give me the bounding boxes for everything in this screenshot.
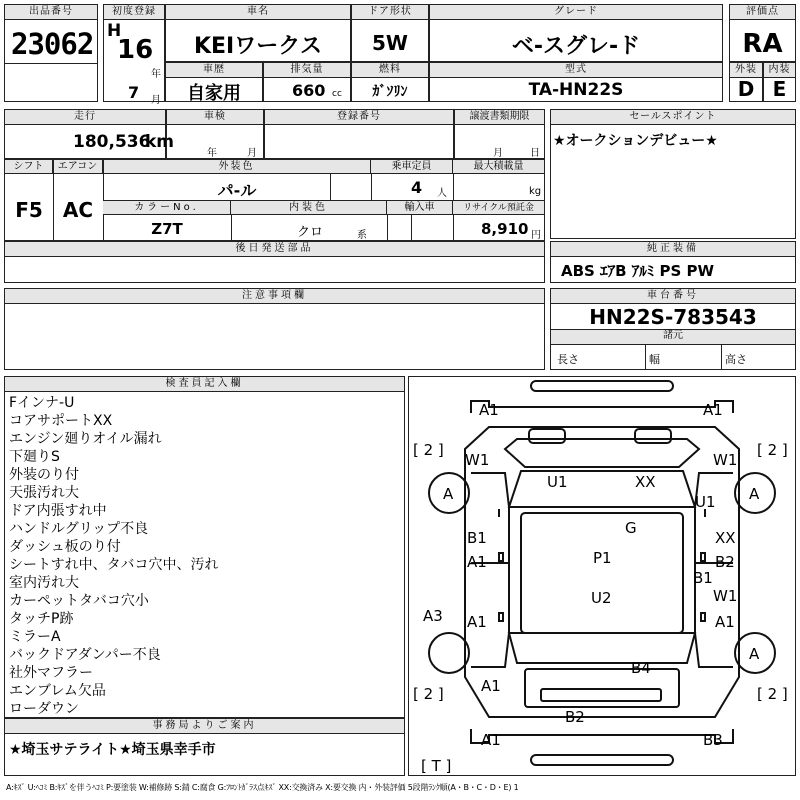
displacement-value: 660 [292, 81, 326, 100]
int-color-value: クロ [297, 225, 324, 240]
displacement-label: 排気量 [264, 63, 350, 78]
mileage-box [4, 109, 175, 159]
mark: B1 [467, 529, 487, 547]
mark: A1 [467, 613, 487, 631]
history-label: 車歴 [166, 63, 262, 78]
recycle-label: リサイクル預託金 [453, 201, 544, 215]
lot-number-value: 23062 [11, 27, 94, 61]
year-unit: 年 [151, 69, 161, 80]
mark: U1 [695, 493, 716, 511]
mark: A1 [481, 677, 501, 695]
history-value: 自家用 [187, 83, 241, 104]
mark: B2 [565, 708, 585, 726]
spec-block [4, 159, 545, 241]
note-line: 天張汚れ大 [9, 485, 79, 501]
dims-label: 諸元 [663, 330, 683, 341]
note-line: エンブレム欠品 [9, 683, 106, 699]
mark: A [443, 485, 454, 503]
mark: A [749, 485, 760, 503]
transfer-month-unit: 月 [493, 148, 503, 159]
headlamp-l [529, 429, 565, 443]
transfer-deadline-label: 譲渡書類期限 [455, 110, 544, 125]
equipment-label: 純正装備 [551, 242, 795, 257]
caution-label: 注意事項欄 [5, 289, 544, 304]
note-line: ハンドルグリップ不良 [9, 521, 149, 537]
transfer-deadline-box [454, 109, 545, 159]
door-value: 5W [372, 31, 408, 55]
note-line: エンジン廻りオイル漏れ [9, 431, 162, 447]
note-line: 社外マフラー [9, 665, 93, 681]
mark: W1 [713, 587, 738, 605]
inspector-notes-list [9, 394, 218, 718]
registration-number-label: 登録番号 [265, 110, 453, 125]
sales-point-box [550, 109, 796, 239]
bracket: [ 2 ] [757, 685, 788, 703]
first-registration-month: 7 [128, 83, 140, 102]
mark: U1 [547, 473, 568, 491]
exterior-grade-label: 外装 [730, 63, 762, 78]
lot-number-label: 出品番号 [5, 5, 97, 20]
bracket: [ 2 ] [413, 441, 444, 459]
bracket: [ T ] [421, 757, 452, 775]
equipment-value: ABS ｴｱB ｱﾙﾐ PS PW [561, 262, 715, 280]
inspection-label: 車検 [167, 110, 263, 125]
dims-width: 幅 [649, 353, 660, 366]
mileage-unit: km [145, 132, 175, 152]
car-outline [409, 377, 795, 775]
chassis-label: 車台番号 [551, 289, 795, 304]
first-registration-label: 初度登録 [104, 5, 164, 20]
door-box [351, 4, 429, 62]
history-box [165, 62, 263, 102]
note-line: バックドアダンパー不良 [9, 647, 161, 663]
fuel-value: ｶﾞｿﾘﾝ [372, 84, 408, 100]
mark: A1 [479, 401, 499, 419]
office-notice-box [4, 718, 405, 776]
mark: B2 [715, 553, 735, 571]
model-code-box [429, 62, 723, 102]
exterior-grade-value: D [737, 77, 755, 101]
inspector-notes-box [4, 376, 405, 718]
displacement-unit: cc [332, 89, 342, 99]
office-notice-value: ★埼玉サテライト★埼玉県幸手市 [9, 742, 216, 758]
score-box [729, 4, 796, 62]
mark: XX [715, 529, 736, 547]
wheel-rl [429, 633, 469, 673]
shift-label: シフト [5, 160, 53, 174]
score-label: 評価点 [730, 5, 795, 20]
mark: XX [635, 473, 656, 491]
model-code-value: TA-HN22S [528, 80, 624, 100]
grade-box [429, 4, 723, 62]
capacity-label: 乗車定員 [371, 160, 453, 174]
fuel-label: 燃料 [352, 63, 428, 78]
mileage-label: 走行 [5, 110, 165, 125]
mark: W1 [713, 451, 738, 469]
damage-diagram-box [408, 376, 796, 776]
note-line: ダッシュ板のり付 [9, 539, 121, 555]
mark: B1 [693, 569, 713, 587]
roof [521, 513, 683, 633]
mark: A1 [703, 401, 723, 419]
door-label: ドア形状 [352, 5, 428, 20]
registration-number-box [264, 109, 454, 159]
interior-grade-box [763, 62, 796, 102]
recycle-unit: 円 [531, 230, 541, 241]
bracket: [ 2 ] [413, 685, 444, 703]
note-line: 外装のり付 [9, 467, 79, 483]
inspection-box [166, 109, 264, 159]
note-line: ドア内張すれ中 [9, 503, 107, 519]
headlamp-r [635, 429, 671, 443]
note-line: Fインナ-U [9, 395, 75, 411]
dims-length: 長さ [557, 353, 579, 366]
ext-color-value: パ-ル [217, 181, 257, 200]
note-line: 室内汚れ大 [9, 575, 79, 591]
transfer-day-unit: 日 [530, 148, 540, 159]
front-bumper-bar [531, 381, 673, 391]
exterior-grade-box [729, 62, 763, 102]
inspector-notes-label: 検査員記入欄 [5, 377, 404, 392]
front-bumper [471, 401, 733, 413]
rear-bumper [471, 729, 733, 743]
capacity-unit: 人 [437, 188, 447, 199]
mileage-value: 180,536 [73, 132, 151, 152]
lot-number-box [4, 4, 98, 102]
first-registration-era: H [107, 21, 122, 41]
rear-bumper-bar [531, 755, 673, 765]
mark: A3 [423, 607, 443, 625]
month-unit: 月 [151, 95, 161, 106]
sales-point-label: セールスポイント [551, 110, 795, 125]
ext-color-label: 外装色 [103, 160, 371, 174]
shipping-parts-label: 後日発送部品 [5, 242, 544, 257]
mark: U2 [591, 589, 612, 607]
mark: B3 [703, 731, 723, 749]
max-load-label: 最大積載量 [453, 160, 544, 174]
mark: A1 [467, 553, 487, 571]
legend-text: A:ｷｽﾞ U:ﾍｺﾐ B:ｷｽﾞを伴うﾍｺﾐ P:要塗装 W:補修跡 S:錆 C:腐食 G:ﾌﾛﾝﾄｶﾞﾗｽ点ｷｽﾞ XX:交換済み X:要交換 内・外装評価 5段階ﾗﾝｸ順(A・B・C・D・E) 1 [6, 783, 519, 792]
displacement-box [263, 62, 351, 102]
inspection-year-unit: 年 [207, 148, 217, 159]
car-name-box [165, 4, 351, 62]
note-line: ミラーA [9, 629, 61, 645]
caution-box [4, 288, 545, 370]
sales-point-value: ★オークションデビュー★ [553, 133, 718, 149]
note-line: タッチP跡 [9, 611, 74, 627]
recycle-value: 8,910 [481, 220, 529, 238]
color-no-value: Z7T [151, 220, 183, 238]
mark: A1 [715, 613, 735, 631]
score-value: RA [742, 29, 783, 59]
equipment-box [550, 241, 796, 283]
grade-value: ベ-スグレ-ド [511, 34, 641, 59]
mark: W1 [465, 451, 490, 469]
car-name-value: KEIワークス [193, 34, 323, 59]
grade-label: グレード [430, 5, 722, 20]
max-load-unit: kg [529, 186, 542, 197]
car-name-label: 車名 [166, 5, 350, 20]
inspection-month-unit: 月 [247, 148, 257, 159]
fuel-box [351, 62, 429, 102]
dims-height: 高さ [725, 353, 747, 366]
first-registration-year: 16 [117, 35, 154, 65]
windshield [509, 471, 695, 507]
note-line: ローダウン [9, 701, 79, 717]
interior-grade-label: 内装 [764, 63, 795, 78]
shipping-parts-box [4, 241, 545, 283]
rear-plate [541, 689, 661, 701]
model-code-label: 型式 [430, 63, 722, 78]
mark: A1 [481, 731, 501, 749]
interior-grade-value: E [772, 77, 787, 101]
note-line: カーペットタバコ穴小 [9, 593, 149, 609]
note-line: シートすれ中、タバコ穴中、汚れ [9, 557, 219, 573]
capacity-value: 4 [411, 178, 423, 197]
mark: B4 [631, 659, 651, 677]
bracket: [ 2 ] [757, 441, 788, 459]
aircon-label: エアコン [53, 160, 103, 174]
first-registration-box [103, 4, 165, 106]
aircon-value: AC [62, 198, 94, 222]
rear-window [509, 633, 695, 663]
import-label: 輸入車 [387, 201, 453, 215]
mark: A [749, 645, 760, 663]
chassis-value: HN22S-783543 [589, 305, 757, 329]
int-color-label: 内装色 [231, 201, 387, 215]
chassis-box [550, 288, 796, 370]
int-color-unit: 系 [357, 230, 367, 241]
office-notice-label: 事務局よりご案内 [5, 719, 404, 734]
color-no-label: カラーNo. [103, 201, 231, 215]
shift-value: F5 [15, 198, 43, 222]
mark: P1 [593, 549, 612, 567]
mark: G [625, 519, 637, 537]
note-line: コアサポートXX [9, 413, 113, 429]
note-line: 下廻りS [9, 449, 60, 465]
